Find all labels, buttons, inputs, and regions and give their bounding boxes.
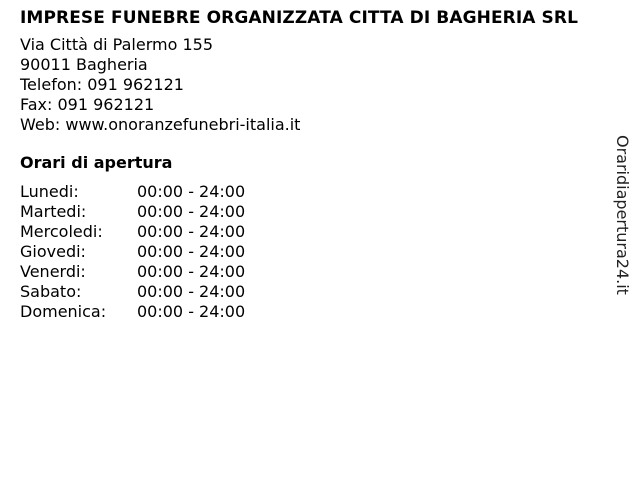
hours-row-friday [20, 262, 600, 282]
day-label: Giovedi: [20, 242, 86, 261]
time-range: 00:00 - 24:00 [137, 262, 246, 281]
day-label: Sabato: [20, 282, 82, 301]
time-range: 00:00 - 24:00 [137, 242, 246, 261]
opening-hours-title: Orari di apertura [20, 153, 173, 172]
opening-hours-table [20, 182, 600, 322]
hours-row-wednesday [20, 222, 600, 242]
day-label: Venerdi: [20, 262, 86, 281]
business-name: IMPRESE FUNEBRE ORGANIZZATA CITTA DI BAGHERIA SRL [20, 8, 579, 28]
city-line: 90011 Bagheria [20, 55, 148, 74]
site-watermark: Oraridiapertura24.it [613, 135, 632, 295]
phone-line: Telefon: 091 962121 [20, 75, 184, 94]
web-line: Web: www.onoranzefunebri-italia.it [20, 115, 301, 134]
hours-row-sunday [20, 302, 600, 322]
address-line: Via Città di Palermo 155 [20, 35, 213, 54]
contact-info [20, 35, 600, 135]
hours-row-saturday [20, 282, 600, 302]
time-range: 00:00 - 24:00 [137, 302, 246, 321]
day-label: Martedi: [20, 202, 87, 221]
day-label: Domenica: [20, 302, 107, 321]
hours-row-thursday [20, 242, 600, 262]
business-card [20, 8, 600, 322]
time-range: 00:00 - 24:00 [137, 222, 246, 241]
time-range: 00:00 - 24:00 [137, 202, 246, 221]
day-label: Mercoledi: [20, 222, 103, 241]
time-range: 00:00 - 24:00 [137, 182, 246, 201]
hours-row-monday [20, 182, 600, 202]
hours-row-tuesday [20, 202, 600, 222]
fax-line: Fax: 091 962121 [20, 95, 155, 114]
day-label: Lunedi: [20, 182, 79, 201]
time-range: 00:00 - 24:00 [137, 282, 246, 301]
